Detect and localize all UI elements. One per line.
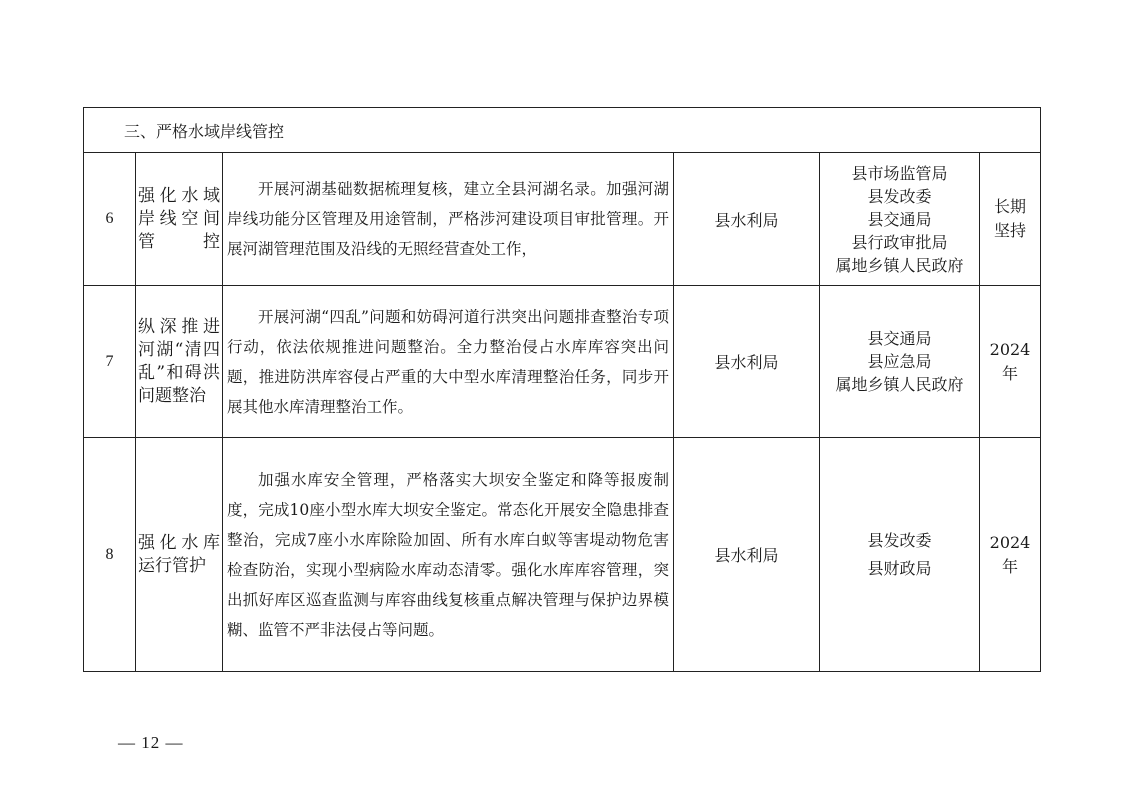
section-title: 三、严格水域岸线管控 xyxy=(84,108,1041,153)
cooperating-units xyxy=(820,153,980,286)
cooperating-unit: 县发改委 xyxy=(867,186,932,206)
cooperating-unit: 县发改委 xyxy=(867,530,932,550)
row-number: 6 xyxy=(84,153,136,286)
time-limit: 2024年 xyxy=(980,438,1041,672)
task-content-text: 开展河湖“四乱”问题和妨碍河道行洪突出问题排查整治专项行动，依法依规推进问题整治。全力整治侵占水库库容突出问题，推进防洪库容侵占严重的大中型水库清理整治任务，同步开展其他水库清理整治工作。 xyxy=(227,307,669,416)
row-number: 8 xyxy=(84,438,136,672)
task-content xyxy=(223,286,674,438)
section-header-row xyxy=(84,108,1041,153)
responsible-unit: 县水利局 xyxy=(674,286,820,438)
cooperating-unit: 属地乡镇人民政府 xyxy=(835,375,964,394)
cooperating-unit: 县应急局 xyxy=(867,352,932,371)
time-limit: 长期坚持 xyxy=(980,153,1041,286)
responsible-unit: 县水利局 xyxy=(674,153,820,286)
cooperating-units xyxy=(820,286,980,438)
table-row xyxy=(84,286,1041,438)
task-content xyxy=(223,153,674,286)
cooperating-unit: 县交通局 xyxy=(867,329,932,348)
task-name: 强化水库运行管护 xyxy=(136,438,223,672)
cooperating-units xyxy=(820,438,980,672)
table-row xyxy=(84,438,1041,672)
cooperating-unit: 县行政审批局 xyxy=(851,232,948,252)
task-content-text: 加强水库安全管理，严格落实大坝安全鉴定和降等报废制度，完成10座小型水库大坝安全鉴定。常态化开展安全隐患排查整治，完成7座小水库除险加固、所有水库白蚁等害堤动物危害检查防治，实现小型病险水库动态清零。强化水库库容管理，突出抓好库区巡查监测与库容曲线复核重点解决管理与保护边界模糊、监管不严非法侵占等问题。 xyxy=(227,470,669,639)
cooperating-unit: 属地乡镇人民政府 xyxy=(835,255,964,275)
page-number: — 12 — xyxy=(118,733,184,752)
row-number: 7 xyxy=(84,286,136,438)
task-table xyxy=(83,107,1041,672)
cooperating-unit: 县交通局 xyxy=(867,209,932,229)
task-name: 纵深推进河湖“清四乱”和碍洪问题整治 xyxy=(136,286,223,438)
cooperating-unit: 县市场监管局 xyxy=(851,163,948,183)
time-limit: 2024年 xyxy=(980,286,1041,438)
task-content xyxy=(223,438,674,672)
task-content-text: 开展河湖基础数据梳理复核，建立全县河湖名录。加强河湖岸线功能分区管理及用途管制，严格涉河建设项目审批管理。开展河湖管理范围及沿线的无照经营查处工作， xyxy=(227,180,669,258)
cooperating-unit: 县财政局 xyxy=(867,558,932,578)
table-row xyxy=(84,153,1041,286)
responsible-unit: 县水利局 xyxy=(674,438,820,672)
task-name: 强化水域岸线空间管控 xyxy=(136,153,223,286)
